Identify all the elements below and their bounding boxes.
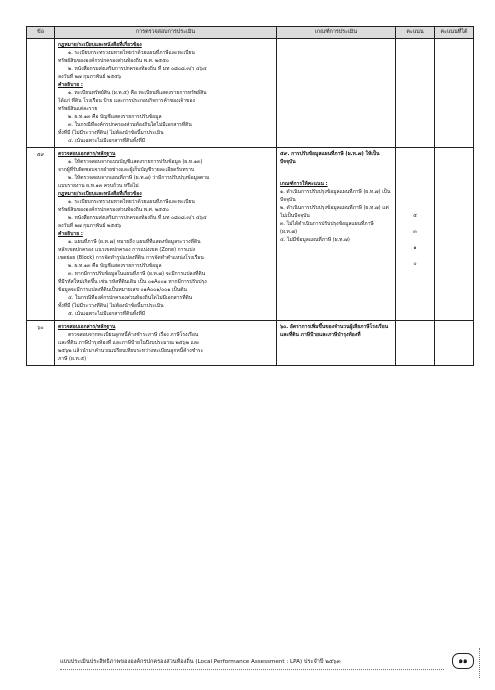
section-heading: กฎหมาย/ระเบียบและหนังสือที่เกี่ยวข้อง xyxy=(58,191,142,197)
assessment-table xyxy=(26,26,474,366)
text-line: ๕. เน้นเฉพาะไม่มีเอกสารที่ดินทั้งที่มี xyxy=(68,311,146,317)
section-heading: กฎหมาย/ระเบียบและหนังสือที่เกี่ยวข้อง xyxy=(58,42,142,48)
score-received-cell[interactable] xyxy=(435,321,474,366)
text-line: ทรัพย์สินขององค์กรปกครองส่วนท้องถิ่น พ.ศ. ๒๕๕๐ xyxy=(58,58,169,64)
text-line: ทรัพย์สินขององค์กรปกครองส่วนท้องถิ่น พ.ศ. ๒๕๕๐ xyxy=(58,207,169,213)
check-cell xyxy=(55,148,277,321)
text-line: ๓. ในกรณีที่องค์กรปกครองส่วนท้องถิ่นใดไม่มีเอกสารที่ดิน xyxy=(68,122,192,128)
text-line: เขตย่อย (Block) การจัดทำรูปแปลงที่ดิน การจัดทำตำแหน่งโรงเรือน xyxy=(58,255,204,261)
text-line: จากผู้ที่รับผิดชอบจากฝ่ายช่างและผู้เก็บบัญชีรายละเอียดรับทราบ xyxy=(58,167,195,173)
text-line: ภาษี (ผ.ท.๕) xyxy=(58,356,87,362)
text-line: ลงวันที่ ๒๗ กุมภาพันธ์ ๒๕๕๖ xyxy=(58,223,122,229)
score-cell xyxy=(396,321,435,366)
criteria-cell xyxy=(277,39,396,148)
criteria-score: ๕ xyxy=(413,213,417,219)
text-line: ๑. ให้ตรวจสอบจากแบบบัญชีแสดงรายการปรับข้อมูล (ผ.ท.๑๓) xyxy=(68,159,203,165)
criteria-title: ๖๐. อัตราการเพิ่มขึ้นของจำนวนผู้เสียภาษีโรงเรือนและที่ดิน ภาษีป้ายและภาษีบำรุงท้องที่ xyxy=(280,324,389,338)
score-cell xyxy=(396,148,435,321)
table-row-60 xyxy=(27,321,474,366)
criteria-score: ๑ xyxy=(413,245,417,251)
row-number: ๖๐ xyxy=(27,321,55,366)
section-heading: คำอธิบาย : xyxy=(58,231,83,237)
text-line: ๒๕๖๒ แล้วนำมาคำนวณเปรียบเทียบระหว่างทะเบียนลูกหนี้ค้างชำระ xyxy=(58,348,204,354)
criteria-score: ๐ xyxy=(413,261,417,267)
header-check: การตรวจสอบการประเมิน xyxy=(55,27,277,39)
criteria-cell xyxy=(277,148,396,321)
table-header-row xyxy=(27,27,474,39)
text-line: ๔. ในกรณีที่องค์กรปกครองส่วนท้องถิ่นใดไม่มีเอกสารที่ดิน xyxy=(68,295,193,301)
criteria-item: ๔. ไม่มีข้อมูลแผนที่ภาษี (ผ.ท.๗) xyxy=(280,237,350,243)
criteria-item: ๒. ดำเนินการปรับปรุงข้อมูลแผนที่ภาษี (ผ.ท.๗) แต่ไม่เป็นปัจจุบัน xyxy=(280,205,389,219)
text-line: ๑. ระเบียบกระทรวงมหาดไทยว่าด้วยแผนที่ภาษีและทะเบียน xyxy=(68,50,195,56)
text-line: ๔. เน้นเฉพาะไม่มีเอกสารที่ดินทั้งที่มี xyxy=(68,138,146,144)
text-line: ทั้งที่มี (ไม่มีระวางที่ดิน) ไม่ต้องนำข้อนี้มาประเมิน xyxy=(58,303,164,309)
check-cell xyxy=(55,39,277,148)
footer-divider xyxy=(60,669,444,670)
score-list xyxy=(399,212,431,276)
criteria-item: ๓. ไม่ได้ดำเนินการปรับปรุงข้อมูลแผนที่ภาษี (ผ.ท.๗) xyxy=(280,221,374,235)
assessment-table-page xyxy=(26,26,473,366)
footer-margin-line xyxy=(479,648,480,678)
text-line: ๑. ระเบียบกระทรวงมหาดไทยว่าด้วยแผนที่ภาษีและทะเบียน xyxy=(68,199,195,205)
header-score: คะแนน xyxy=(396,27,435,39)
header-number: ข้อ xyxy=(27,27,55,39)
table-row-continued xyxy=(27,39,474,148)
text-line: ๒. หนังสือกรมส่งเสริมการปกครองท้องถิ่น ที่ มท ๐๘๐๘.๓/ว ๔๖๔ xyxy=(68,215,207,221)
text-line: ลงวันที่ ๒๗ กุมภาพันธ์ ๒๕๕๖ xyxy=(58,74,122,80)
text-line: ทั้งที่มี (ไม่มีระวางที่ดิน) ไม่ต้องนำข้อนี้มาประเมิน xyxy=(58,130,164,136)
score-received-cell[interactable] xyxy=(435,39,474,148)
text-line: ได้แก่ ที่ดิน โรงเรือน ป้าย และการประกอบกิจการค้าของเจ้าของ xyxy=(58,98,195,104)
criteria-score: ๓ xyxy=(413,229,417,235)
criteria-item: ๑. ดำเนินการปรับปรุงข้อมูลแผนที่ภาษี (ผ.ท.๗) เป็นปัจจุบัน xyxy=(280,189,391,203)
text-line: ๑. แผนที่ภาษี (ผ.ท.๗) หมายถึง แผนที่ที่แสดงข้อมูลระวางที่ดิน xyxy=(68,239,201,245)
criteria-title: ๕๙. การปรับข้อมูลแผนที่ภาษี (ผ.ท.๗) ให้เป็นปัจจุบัน xyxy=(280,151,380,165)
section-heading: คำอธิบาย : xyxy=(58,82,83,88)
text-line: ตรวจสอบจากทะเบียนลูกหนี้ค้างชำระภาษี เรื่อง ภาษีโรงเรือน xyxy=(68,332,199,338)
criteria-list xyxy=(280,188,392,252)
check-cell xyxy=(55,321,277,366)
score-received-cell[interactable] xyxy=(435,148,474,321)
check-text-block xyxy=(58,150,273,318)
row-number xyxy=(27,39,55,148)
criteria-cell xyxy=(277,321,396,366)
row-number: ๕๙ xyxy=(27,148,55,321)
text-line: ๒. ผ.ท.๑๓ คือ บัญชีแสดงรายการปรับข้อมูล xyxy=(68,263,162,269)
text-line: ๒. หนังสือกรมส่งเสริมการปกครองท้องถิ่น ที่ มท ๐๘๐๘.๓/ว ๔๖๔ xyxy=(68,66,207,72)
section-heading: ตรวจสอบเอกสาร/หลักฐาน xyxy=(58,324,116,330)
page-footer xyxy=(60,652,480,674)
table-row-59 xyxy=(27,148,474,321)
text-line: ๒. ให้ตรวจสอบจากแผนที่ภาษี (ผ.ท.๗) ว่ามีการปรับปรุงข้อมูลตาม xyxy=(68,175,210,181)
check-text-block xyxy=(58,323,273,363)
criteria-heading: เกณฑ์การให้คะแนน : xyxy=(280,181,328,187)
footer-title: แบบประเมินประสิทธิภาพขององค์กรปกครองส่วนท้องถิ่น (Local Performance Assessment : LPA) ประจำปี ๒๕๖๓ xyxy=(60,659,341,665)
page-number-badge: ๑๑ xyxy=(452,653,474,669)
text-line: หลักเขตปกครอง แนวเขตปกครอง การแบ่งเขต (Zone) การแบ่ง xyxy=(58,247,196,253)
text-line: ๑. ทะเบียนทรัพย์สิน (ผ.ท.๕) คือ ทะเบียนที่แสดงรายการทรัพย์สิน xyxy=(68,90,207,96)
text-line: ข้อมูลจะมีการแปลงที่ดินเป็นหมายเลข ๐๑A๐๐๑/๐๐๑ เป็นต้น xyxy=(58,287,187,293)
text-line: และที่ดิน ภาษีบำรุงท้องที่ และภาษีป้ายในปีงบประมาณ ๒๕๖๒ และ xyxy=(58,340,200,346)
text-line: ที่มีรหัสใหม่เกิดขึ้น เช่น รหัสที่ดินเดิม เป็น ๐๑A๐๐๑ หากมีการปรับปรุง xyxy=(58,279,207,285)
header-score-received: คะแนนที่ได้ xyxy=(435,27,474,39)
text-line: ทรัพย์สินแต่ละราย xyxy=(58,106,98,112)
check-text-block xyxy=(58,41,273,145)
score-cell xyxy=(396,39,435,148)
text-line: ๓. หากมีการปรับข้อมูลในแผนที่ภาษี (ผ.ท.๗) จะมีการแปลงที่ดิน xyxy=(68,271,206,277)
section-heading: ตรวจสอบเอกสาร/หลักฐาน xyxy=(58,151,116,157)
text-line: ๒. ผ.ท.๑๓ คือ บัญชีแสดงรายการปรับข้อมูล xyxy=(68,114,162,120)
header-criteria: เกณฑ์การประเมิน xyxy=(277,27,396,39)
text-line: แบบรายงาน ผ.ท.๑๓ ครบถ้วน หรือไม่ xyxy=(58,183,139,189)
